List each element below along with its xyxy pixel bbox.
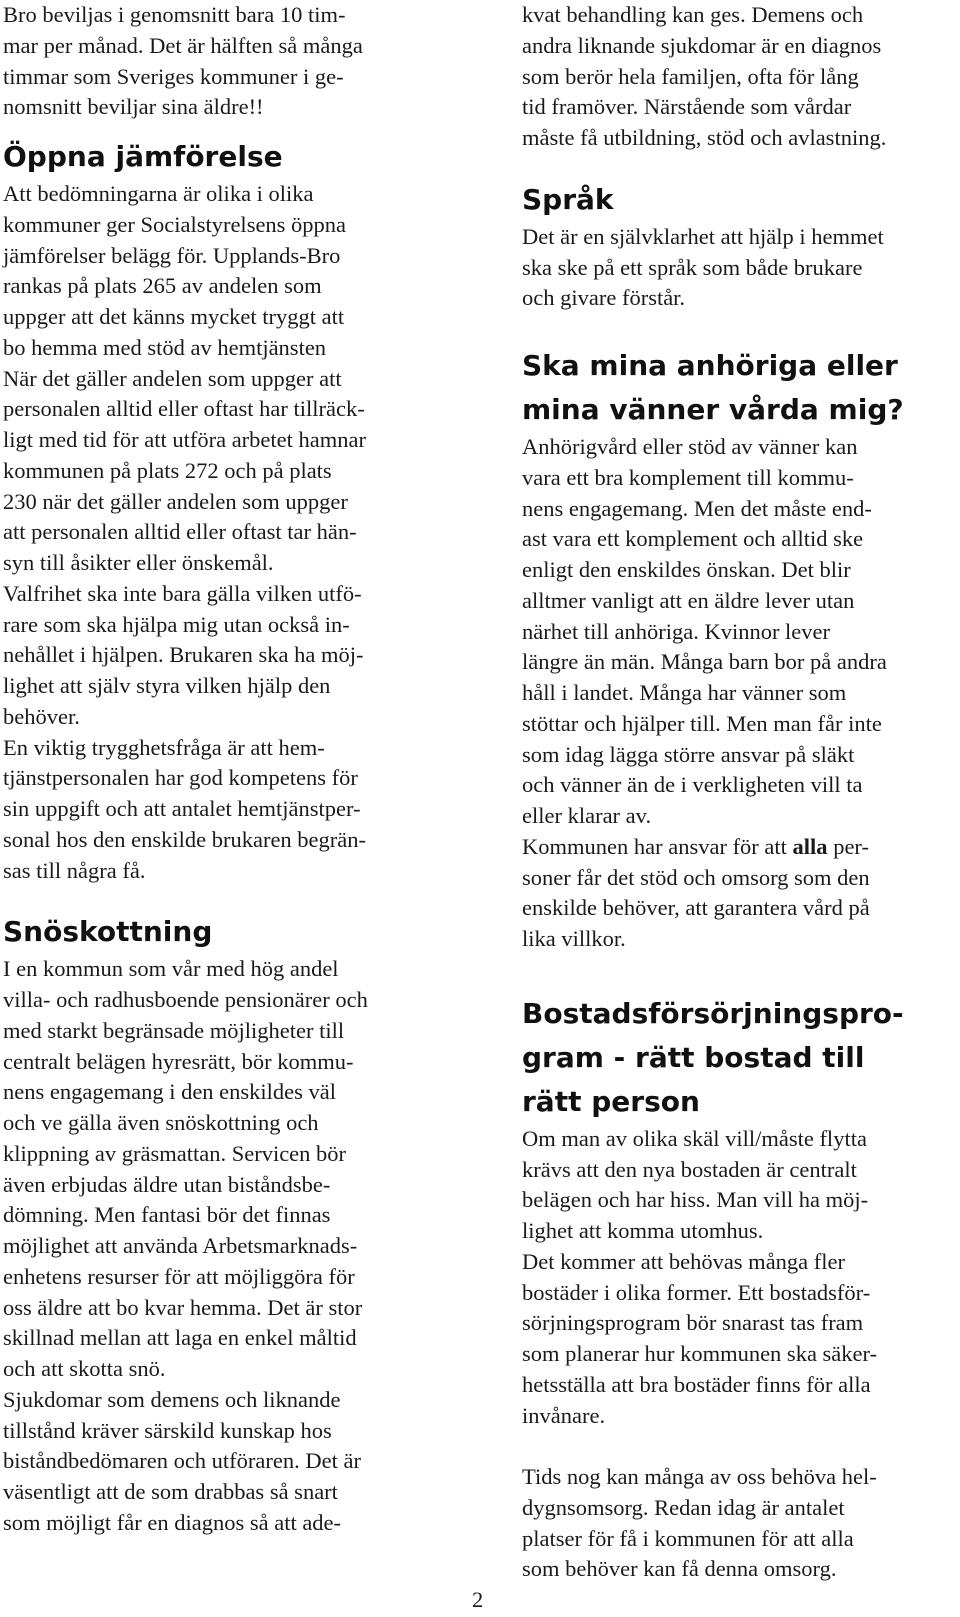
continuation-paragraph [522,0,954,154]
text-line: invånare. [522,1402,606,1428]
text-line: lighet att själv styra vilken hjälp den [3,673,331,698]
text-line: nehållet i hjälpen. Brukaren ska ha möj- [3,642,364,668]
text-line: bo hemma med stöd av hemtjänsten [3,334,327,360]
heading-line: Bostadsförsörjningspro- [522,996,904,1030]
text-line: Tids nog kan många av oss behöva hel- [522,1464,877,1489]
text-line: hetsställa att bra bostäder finns för alla [522,1371,871,1397]
text-line: sonal hos den enskilde brukaren begrän- [3,826,367,852]
sprak-paragraph [522,222,954,314]
text-line: närhet till anhöriga. Kvinnor lever [522,618,831,644]
text-line: som möjligt får en diagnos så att ade- [3,1509,342,1535]
heading-sprak: Språk [522,182,614,216]
anhoriga-paragraph [522,432,954,955]
heading-snoskottning: Snöskottning [3,915,213,949]
page-number: 2 [472,1587,484,1612]
text-line: som planerar hur kommunen ska säker- [522,1341,878,1366]
text-line: Om man av olika skäl vill/måste flytta [522,1125,867,1151]
text-line: andra liknande sjukdomar är en diagnos [522,32,882,58]
text-line: skillnad mellan att laga en enkel måltid [3,1325,357,1351]
text-line: ska ske på ett språk som både brukare [522,254,863,280]
text-line: Det är en självklarhet att hjälp i hemmet [522,223,884,249]
text-line: eller klarar av. [522,803,652,828]
snoskottning-paragraph [3,954,443,1538]
heading-anhoriga [522,344,954,432]
text-line: behöver. [3,703,80,729]
text-line: att personalen alltid eller oftast tar hän- [3,519,357,545]
text-line: krävs att den nya bostaden är centralt [522,1156,857,1182]
text-line: med starkt begränsade möjligheter till [3,1017,345,1043]
text-line: bostäder i olika former. Ett bostadsför- [522,1279,871,1305]
heading-line: rätt person [522,1084,700,1118]
text-line: timmar som Sveriges kommuner i ge- [3,63,344,89]
heading-oppna-jamforelse: Öppna jämförelse [3,140,283,173]
text-line: och att skotta snö. [3,1356,166,1381]
text-line: väsentligt att de som drabbas så snart [3,1479,338,1504]
text-line: personalen alltid eller oftast har tillräck- [3,396,365,422]
text-line: syn till åsikter eller önskemål. [3,550,274,575]
text-line: och givare förstår. [522,285,686,311]
text-line: håll i landet. Många har vänner som [522,680,847,705]
intro-paragraph [3,0,443,123]
text-line: tid framöver. Närstående som vårdar [522,94,852,120]
text-line: lika villkor. [522,926,626,951]
text-line: rankas på plats 265 av andelen som [3,273,322,299]
right-column [522,0,954,1585]
text-line: oss äldre att bo kvar hemma. Det är stor [3,1294,363,1320]
text-line: biståndbedömaren och utföraren. Det är [3,1448,361,1474]
text-line: enskilde behöver, att garantera vård på [522,895,870,921]
text-line: och ve gälla även snöskottning och [3,1110,319,1135]
text-line: platser för få i kommunen för att alla [522,1525,854,1551]
heading-bostadsforsorjning [522,992,954,1124]
text-line: soner får det stöd och omsorg som den [522,864,870,890]
text-line: Bro beviljas i genomsnitt bara 10 tim- [3,2,346,27]
text-line: Att bedömningarna är olika i olika [3,181,314,206]
bostad-paragraph [522,1124,954,1432]
text-line: jämförelser belägg för. Upplands-Bro [3,242,341,268]
text-segment: per- [827,833,869,859]
text-line: villa- och radhusboende pensionärer och [3,987,368,1012]
text-line: ligt med tid för att utföra arbetet hamnar [3,427,366,452]
text-line: nens engagemang. Men det måste end- [522,495,872,521]
text-line: tillstånd kräver särskild kunskap hos [3,1417,332,1443]
text-line: tjänstpersonalen har god kompetens för [3,765,358,791]
text-line: enligt den enskildes önskan. Det blir [522,557,851,582]
heading-line: mina vänner vårda mig? [522,393,904,426]
text-line: enhetens resurser för att möjliggöra för [3,1263,355,1289]
text-line: som behöver kan få denna omsorg. [522,1556,837,1582]
text-line: Sjukdomar som demens och liknande [3,1386,341,1412]
text-line: I en kommun som vår med hög andel [3,956,339,982]
text-line: alltmer vanligt att en äldre lever utan [522,587,855,613]
heading-line: gram - rätt bostad till [522,1040,865,1074]
blank-line [522,1431,954,1462]
text-line: uppger att det känns mycket tryggt att [3,304,345,329]
text-line: möjlighet att använda Arbetsmarknads- [3,1233,358,1258]
text-line: Anhörigvård eller stöd av vänner kan [522,434,858,459]
bostad-final-paragraph [522,1462,954,1585]
text-line: centralt belägen hyresrätt, bör kommu- [3,1048,354,1074]
text-line: kommuner ger Socialstyrelsens öppna [3,211,347,237]
text-line: måste få utbildning, stöd och avlastning. [522,125,887,150]
text-line: När det gäller andelen som uppger att [3,365,342,391]
text-line: nens engagemang i den enskildes väl [3,1079,337,1105]
text-line: som berör hela familjen, ofta för lång [522,63,859,89]
text-line: längre än män. Många barn bor på andra [522,649,887,675]
text-line: vara ett bra komplement till kommu- [522,464,854,490]
text-line: Valfrihet ska inte bara gälla vilken utfö- [3,580,362,606]
text-line: belägen och har hiss. Man vill ha möj- [522,1187,869,1213]
heading-line: Ska mina anhöriga eller [522,349,898,382]
text-line: En viktig trygghetsfråga är att hem- [3,734,325,760]
text-line: lighet att komma utomhus. [522,1218,764,1243]
text-line: rare som ska hjälpa mig utan också in- [3,611,350,637]
text-line: kommunen på plats 272 och på plats [3,457,332,483]
text-line: nomsnitt beviljar sina äldre!! [3,94,264,120]
text-line: som idag lägga större ansvar på släkt [522,741,855,767]
text-line: Det kommer att behövas många fler [522,1248,846,1274]
text-line-alla [522,832,954,863]
text-line: dygnsomsorg. Redan idag är antalet [522,1494,845,1520]
text-line: ast vara ett komplement och alltid ske [522,526,864,552]
text-line: klippning av gräsmattan. Servicen bör [3,1140,347,1166]
text-line: sin uppgift och att antalet hemtjänstper- [3,796,361,821]
text-line: sörjningsprogram bör snarast tas fram [522,1310,864,1336]
text-line: sas till några få. [3,857,146,883]
text-line: 230 när det gäller andelen som uppger [3,488,348,514]
text-line: kvat behandling kan ges. Demens och [522,2,864,27]
text-line: även erbjudas äldre utan biståndsbe- [3,1171,331,1197]
text-line: dömning. Men fantasi bör det finnas [3,1202,331,1228]
text-segment: Kommunen har ansvar för att [522,833,793,859]
text-line: och vänner än de i verkligheten vill ta [522,772,863,798]
text-line: mar per månad. Det är hälften så många [3,32,363,58]
oppna-jamforelse-paragraph [3,179,443,886]
left-column [3,0,443,1539]
emphasized-word: alla [792,833,828,859]
text-line: stöttar och hjälper till. Men man får inte [522,710,882,736]
